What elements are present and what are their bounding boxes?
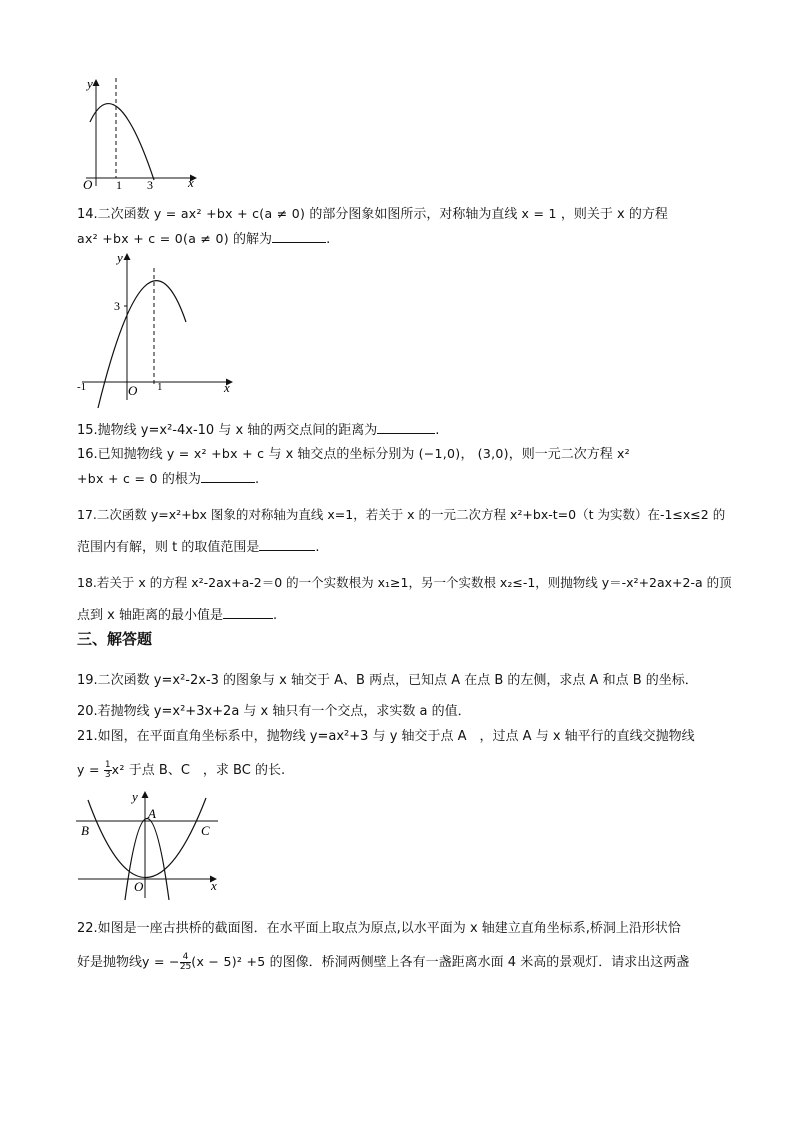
question-14-line-2: ax² +bx + c = 0(a ≠ 0) 的解为 . xyxy=(77,231,331,247)
question-20: 20.若抛物线 y=x²+3x+2a 与 x 轴只有一个交点，求实数 a 的值． xyxy=(77,704,471,719)
graph-1 xyxy=(78,74,208,194)
tick-3: 3 xyxy=(147,178,153,192)
answer-blank[interactable] xyxy=(259,537,315,551)
question-14-line-1: 14.二次函数 y = ax² +bx + c(a ≠ 0) 的部分图象如图所示，对称轴为直线 x = 1 ，则关于 x 的方程 xyxy=(77,206,668,222)
question-15: 15.抛物线 y=x²-4x-10 与 x 轴的两交点间的距离为 . xyxy=(77,420,727,441)
y-label: y xyxy=(87,76,93,91)
parabola xyxy=(98,281,186,408)
point-b-label: B xyxy=(81,823,89,838)
tick-3: 3 xyxy=(114,299,120,313)
question-17-line-1: 17.二次函数 y=x²+bx 图象的对称轴为直线 x=1，若关于 x 的一元二次方程 x²+bx-t=0（t 为实数）在-1≤x≤2 的 xyxy=(77,507,726,522)
question-21-line-1: 21.如图，在平面直角坐标系中，抛物线 y=ax²+3 与 y 轴交于点 A ，过点 A 与 x 轴平行的直线交抛物线 xyxy=(77,729,695,744)
origin-label: O xyxy=(134,879,144,894)
answer-blank[interactable] xyxy=(272,229,326,243)
origin-label: O xyxy=(83,177,93,192)
point-a-label: A xyxy=(148,806,156,821)
question-18-line-1: 18.若关于 x 的方程 x²-2ax+a-2＝0 的一个实数根为 x₁≥1，另一个实数根 x₂≤-1，则抛物线 y＝-x²+2ax+2-a 的顶 xyxy=(77,575,732,590)
fraction-four-twentyfifths: $\frac{4}{25}$ xyxy=(179,952,192,972)
x-label: x xyxy=(224,380,230,395)
x-label: x xyxy=(211,878,217,893)
question-22-line-2: 好是抛物线y = − $\frac{4}{25}$ (x − 5)² +5 的图像．桥洞两侧壁上各有一盏距离水面 4 米高的景观灯．请求出这两盏 xyxy=(77,952,690,972)
question-16-line-1: 16.已知抛物线 y = x² +bx + c 与 x 轴交点的坐标分别为 (−1,0)， (3,0)，则一元二次方程 x² xyxy=(77,446,630,462)
question-16-line-2: +bx + c = 0 的根为 . xyxy=(77,471,260,487)
question-17-line-2: 范围内有解，则 t 的取值范围是 . xyxy=(77,537,727,558)
parabola-wide xyxy=(88,798,206,878)
answer-blank[interactable] xyxy=(201,469,255,483)
fraction-one-third: $\frac{1}{3}$ xyxy=(104,760,111,780)
tick-neg1: -1 xyxy=(77,381,87,393)
section-heading: 三、解答题 xyxy=(77,630,153,648)
y-label: y xyxy=(117,250,123,265)
parabola-narrow xyxy=(125,819,169,901)
x-label: x xyxy=(188,175,194,190)
question-18-line-2: 点到 x 轴距离的最小值是 . xyxy=(77,605,727,626)
tick-1: 1 xyxy=(116,178,122,192)
question-21-line-2: y = $\frac{1}{3}$ x² 于点 B、C ，求 BC 的长. xyxy=(77,760,286,780)
answer-blank[interactable] xyxy=(377,420,435,434)
origin-label: O xyxy=(128,383,138,398)
question-22-line-1: 22.如图是一座古拱桥的截面图．在水平面上取点为原点,以水平面为 x 轴建立直角坐标系,桥洞上沿形状恰 xyxy=(77,921,681,936)
point-c-label: C xyxy=(201,823,210,838)
tick-1: 1 xyxy=(157,381,163,393)
parabola xyxy=(90,104,154,180)
y-label: y xyxy=(132,790,138,804)
graph-2 xyxy=(74,248,239,410)
question-19: 19.二次函数 y=x²-2x-3 的图象与 x 轴交于 A、B 两点，已知点 A 在点 B 的左侧，求点 A 和点 B 的坐标． xyxy=(77,673,698,688)
graph-3 xyxy=(74,790,224,900)
answer-blank[interactable] xyxy=(223,605,273,619)
